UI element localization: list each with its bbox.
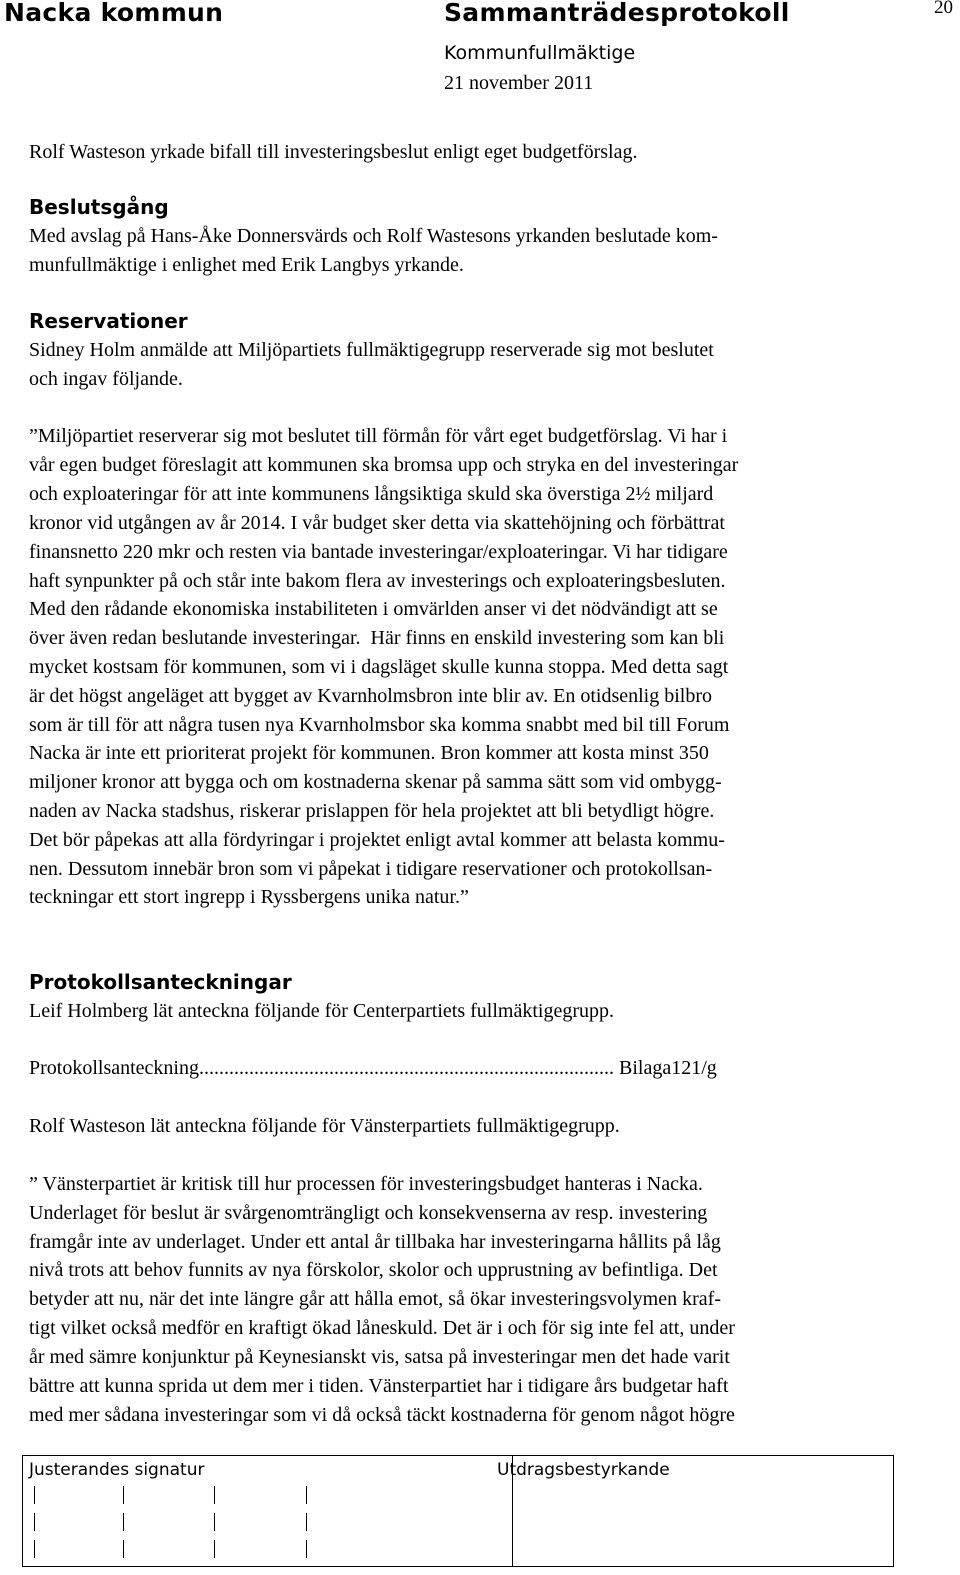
paragraph-line: och ingav följande. [29,368,183,390]
quote-line: mycket kostsam för kommunen, som vi i dagsläget skulle kunna stoppa. Med detta sagt [29,656,729,678]
quote-line: ” Vänsterpartiet är kritisk till hur processen för investeringsbudget hanteras i Nacka. [29,1173,703,1195]
paragraph-line: Leif Holmberg lät anteckna följande för Centerpartiets fullmäktigegrupp. [29,1000,614,1022]
paragraph-line: Rolf Wasteson lät anteckna följande för Vänsterpartiets fullmäktigegrupp. [29,1115,620,1137]
paragraph-line: Med avslag på Hans-Åke Donnersvärds och Rolf Wastesons yrkanden beslutade kom- [29,225,718,247]
signature-slot[interactable] [306,1513,307,1531]
quote-line: finansnetto 220 mkr och resten via bantade investeringar/exploateringar. Vi har tidigare [29,541,728,563]
signature-box [22,1455,894,1567]
heading-reservationer: Reservationer [29,309,188,333]
signature-slot[interactable] [123,1513,124,1531]
quote-line: år med sämre konjunktur på Keynesianskt vis, satsa på investeringar men det hade varit [29,1346,730,1368]
page-number: 20 [934,0,953,18]
document-type: Sammanträdesprotokoll [444,0,790,27]
quote-line: Det bör påpekas att alla fördyringar i projektet enligt avtal kommer att belasta kommu- [29,829,725,851]
signature-slot[interactable] [306,1486,307,1504]
signature-slot[interactable] [123,1540,124,1558]
attachment-dots: ................................................................................... [198,1057,614,1079]
quote-line: kronor vid utgången av år 2014. I vår budget sker detta via skattehöjning och förbättrat [29,512,725,534]
paragraph-line: Sidney Holm anmälde att Miljöpartiets fullmäktigegrupp reserverade sig mot beslutet [29,339,714,361]
quote-line: över även redan beslutande investeringar. Här finns en enskild investering som kan bli [29,627,725,649]
quote-line: nen. Dessutom innebär bron som vi påpekat i tidigare reservationer och protokollsan- [29,858,713,880]
quote-line: miljoner kronor att bygga och om kostnaderna skenar på samma sätt som vid ombygg- [29,771,722,793]
signature-slot[interactable] [34,1486,35,1504]
quote-line: nivå trots att behov funnits av nya förskolor, skolor och upprustning av befintliga. Det [29,1259,718,1281]
paragraph-line: munfullmäktige i enlighet med Erik Langbys yrkande. [29,254,464,276]
org-name: Nacka kommun [4,0,224,27]
signature-slot[interactable] [214,1540,215,1558]
quote-line: och exploateringar för att inte kommunens långsiktiga skuld ska överstiga 2½ miljard [29,483,714,505]
quote-line: haft synpunkter på och står inte bakom flera av investerings och exploateringsbesluten. [29,570,726,592]
quote-line: bättre att kunna sprida ut dem mer i tiden. Vänsterpartiet har i tidigare års budgetar haft [29,1375,729,1397]
signature-slot[interactable] [34,1513,35,1531]
extract-certification-label: Utdragsbestyrkande [497,1460,670,1480]
intro-line: Rolf Wasteson yrkade bifall till investeringsbeslut enligt eget budgetförslag. [29,141,638,163]
quote-line: som är till för att några tusen nya Kvarnholmsbor ska komma snabbt med bil till Forum [29,714,730,736]
signature-slot[interactable] [123,1486,124,1504]
quote-line: framgår inte av underlaget. Under ett antal år tillbaka har investeringarna hållits på låg [29,1231,721,1253]
quote-line: naden av Nacka stadshus, riskerar prislappen för hela projektet att bli betydligt högre. [29,800,715,822]
quote-line: ”Miljöpartiet reserverar sig mot beslutet till förmån för vårt eget budgetförslag. Vi har i [29,425,728,447]
quote-line: Med den rådande ekonomiska instabiliteten i omvärlden anser vi det nödvändigt att se [29,598,718,620]
attachment-label: Protokollsanteckning [29,1057,199,1079]
signature-slot[interactable] [306,1540,307,1558]
signature-slot[interactable] [34,1540,35,1558]
quote-line: Nacka är inte ett prioriterat projekt för kommunen. Bron kommer att kosta minst 350 [29,742,709,764]
assembly-name: Kommunfullmäktige [444,42,636,64]
quote-line: tigt vilket också medför en kraftigt ökad låneskuld. Det är i och för sig inte fel att, under [29,1317,735,1339]
quote-line: Underlaget för beslut är svårgenomträngligt och konsekvenserna av resp. investering [29,1202,708,1224]
signature-slot[interactable] [214,1486,215,1504]
quote-line: är det högst angeläget att bygget av Kvarnholmsbron inte blir av. En otidsenlig bilbro [29,685,712,707]
meeting-date: 21 november 2011 [444,72,594,94]
adjusting-signature-label: Justerandes signatur [29,1460,205,1480]
attachment-link[interactable]: Bilaga121/g [618,1057,717,1079]
quote-line: vår egen budget föreslagit att kommunen ska bromsa upp och stryka en del investeringar [29,454,739,476]
heading-protokollsanteckningar: Protokollsanteckningar [29,970,292,994]
quote-line: med mer sådana investeringar som vi då också täckt kostnaderna för genom något högre [29,1404,735,1426]
signature-slot[interactable] [214,1513,215,1531]
heading-beslutsgang: Beslutsgång [29,195,169,219]
quote-line: betyder att nu, när det inte längre går att hålla emot, så ökar investeringsvolymen kraf- [29,1288,721,1310]
attachment-reference [29,1054,889,1083]
quote-line: teckningar ett stort ingrepp i Ryssbergens unika natur.” [29,886,469,908]
